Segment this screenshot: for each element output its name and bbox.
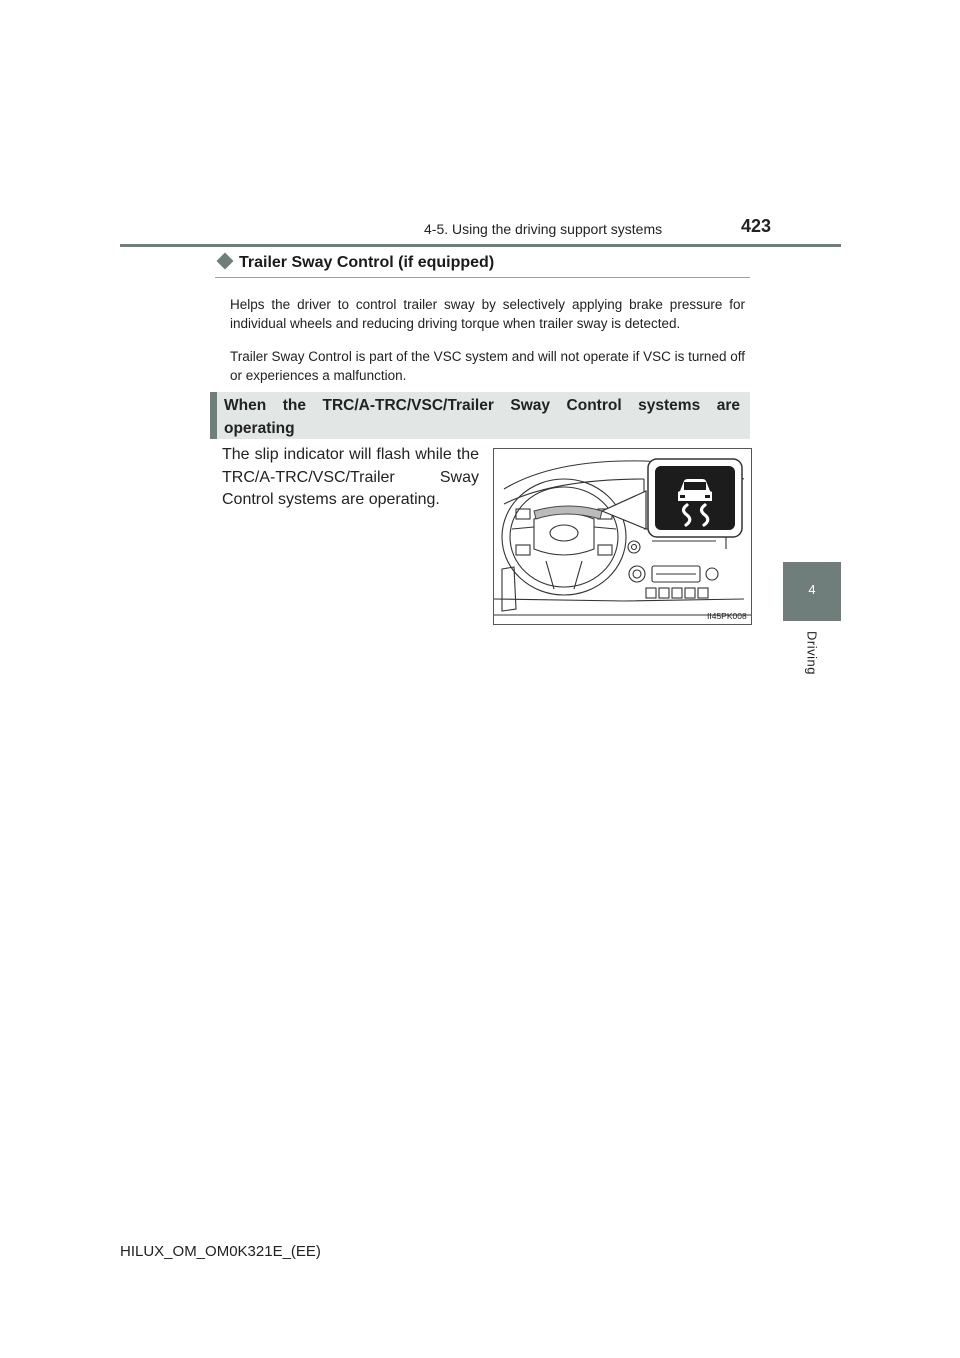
figure-code: II45PK008 — [707, 611, 747, 621]
section-banner — [210, 392, 750, 439]
header-section-title: 4-5. Using the driving support systems — [424, 221, 663, 237]
dashboard-illustration — [493, 448, 752, 625]
trailer-sway-paragraph: Trailer Sway Control is part of the VSC system and will not operate if VSC is turned off or experiences a malfunction. — [230, 349, 745, 383]
header-rule — [120, 244, 841, 247]
trailer-sway-heading — [215, 254, 494, 272]
operating-description: The slip indicator will flash while the TRC/A-TRC/VSC/Trailer Sway Control systems are operating. — [222, 446, 479, 508]
trailer-sway-heading-text: Trailer Sway Control (if equipped) — [239, 254, 495, 271]
trailer-sway-paragraph: Helps the driver to control trailer sway by selectively applying brake pressure for individual wheels and reducing driving torque when trailer sway is detected. — [230, 297, 745, 331]
banner-accent-bar — [210, 392, 217, 439]
chapter-tab — [783, 562, 841, 621]
dashboard-drawing — [494, 449, 751, 624]
manual-code: HILUX_OM_OM0K321E_(EE) — [120, 1243, 321, 1260]
chapter-number: 4 — [808, 582, 816, 597]
section-banner-title: When the TRC/A-TRC/VSC/Trailer Sway Control systems are operating — [224, 397, 740, 437]
chapter-title: Driving — [804, 631, 820, 675]
diamond-bullet-icon — [217, 253, 234, 270]
page-number: 423 — [741, 216, 772, 236]
subheading-rule — [215, 277, 750, 278]
